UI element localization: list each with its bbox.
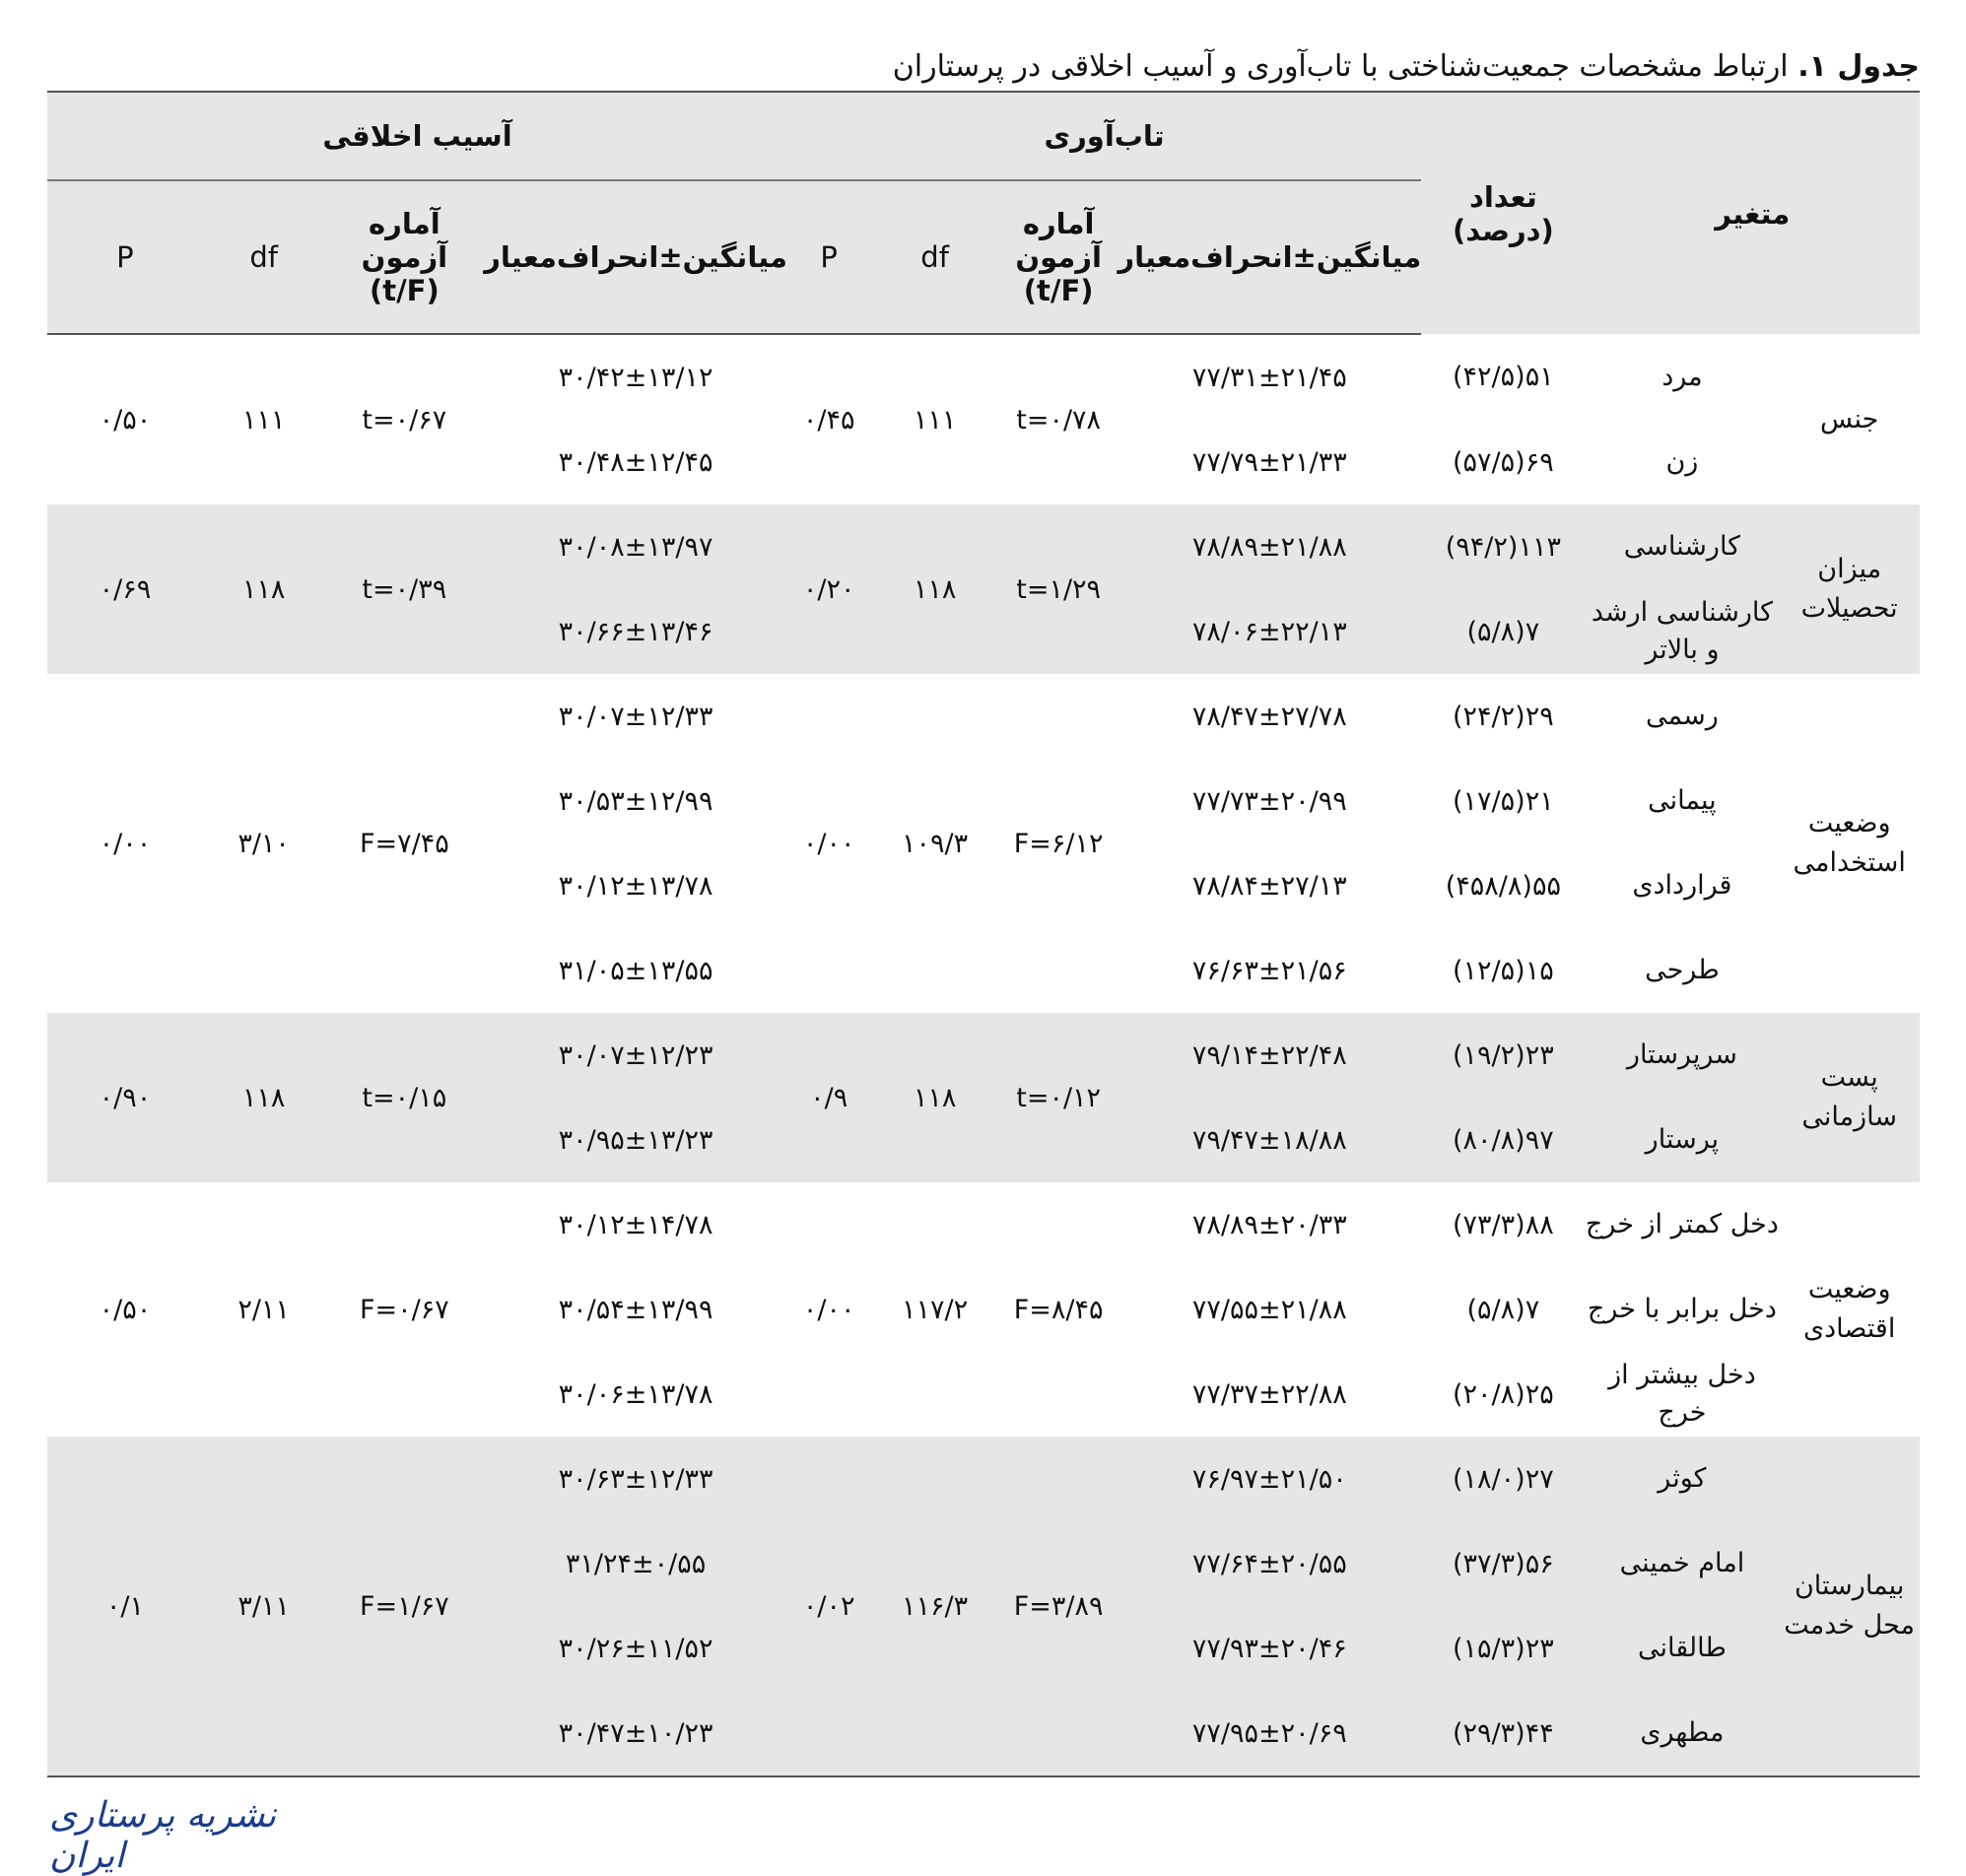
table-row [47,1013,1920,1098]
mor-p-cell: ۰/۵۰ [99,404,152,436]
header-variable-label: متغیر [1715,196,1791,231]
count-cell: ۲۵(۲۰/۸) [1453,1378,1554,1410]
category-cell: امام خمینی [1586,1521,1780,1606]
mor-mean-sd-cell: ۳۱/۰۵±۱۳/۵۵ [558,955,713,986]
category-cell: قراردادی [1632,870,1732,901]
header-res-df: df [870,180,999,334]
res-mean-sd-cell: ۷۹/۴۷±۱۸/۸۸ [1118,1098,1421,1182]
count-cell: ۸۸(۷۳/۳) [1453,1209,1554,1240]
mor-mean-sd-cell: ۳۰/۶۳±۱۲/۳۳ [484,1437,787,1521]
table-body [47,334,1920,1776]
res-df-cell: ۱۱۷/۲ [902,1294,969,1325]
mor-test-stat-cell: F=۱/۶۷ [324,1437,484,1776]
res-mean-sd-cell: ۷۷/۷۹±۲۱/۳۳ [1191,446,1347,478]
header-count-percent: تعداد (درصد) [1421,92,1585,334]
journal-logo: نشریه پرستاری ایران [49,1795,277,1876]
mor-p-cell: ۰/۶۹ [47,504,203,674]
header-res-p: P [787,180,870,334]
mor-p-cell: ۰/۱ [47,1437,203,1776]
res-test-stat-cell: F=۶/۱۲ [1013,828,1104,859]
mor-mean-sd-cell: ۳۰/۵۴±۱۳/۹۹ [558,1294,713,1325]
res-mean-sd-cell: ۷۷/۷۳±۲۰/۹۹ [1191,785,1347,817]
res-mean-sd-cell: ۷۶/۹۷±۲۱/۵۰ [1118,1437,1421,1521]
header-res-mean-sd: میانگین±انحراف‌معیار [1118,180,1421,334]
header-mor-test-stat: آماره آزمون (t/F) [324,180,484,334]
header-moral-injury: آسیب اخلاقی [47,92,787,180]
category-cell: طالقانی [1586,1606,1780,1691]
count-cell: ۲۱(۱۷/۵) [1453,785,1554,817]
mor-df-cell: ۱۱۱ [241,404,286,436]
res-p-cell: ۰/۲۰ [787,504,870,674]
res-p-cell: ۰/۴۵ [802,404,855,436]
mor-mean-sd-cell: ۳۰/۰۶±۱۳/۷۸ [558,1378,713,1410]
mor-df-cell: ۱۱۸ [203,1013,325,1182]
mor-p-cell: ۰/۰۰ [99,828,152,859]
mor-mean-sd-cell: ۳۰/۱۲±۱۳/۷۸ [558,870,713,902]
res-mean-sd-cell: ۷۶/۶۳±۲۱/۵۶ [1191,955,1347,986]
category-cell: کوثر [1586,1437,1780,1521]
res-mean-sd-cell: ۷۷/۹۳±۲۰/۴۶ [1118,1606,1421,1691]
table-row [47,1437,1920,1521]
res-mean-sd-cell: ۷۸/۰۶±۲۲/۱۳ [1118,589,1421,674]
mor-mean-sd-cell: ۳۰/۶۶±۱۳/۴۶ [484,589,787,674]
mor-df-cell: ۲/۱۱ [237,1294,290,1325]
category-cell: سرپرستار [1586,1013,1780,1098]
caption-text: ارتباط مشخصات جمعیت‌شناختی با تاب‌آوری و آسیب اخلاقی در پرستاران [892,49,1789,84]
caption-label: جدول ۱. [1797,49,1920,84]
count-cell: ۶۹(۵۷/۵) [1453,446,1554,478]
variable-cell: پست سازمانی [1779,1013,1920,1182]
header-variable [1586,92,1921,334]
mor-mean-sd-cell: ۳۰/۴۲±۱۳/۱۲ [558,362,713,393]
category-cell: کارشناسی [1586,504,1780,589]
mor-df-cell: ۱۱۸ [203,504,325,674]
category-cell: پرستار [1586,1098,1780,1182]
res-df-cell: ۱۱۶/۳ [870,1437,999,1776]
mor-mean-sd-cell: ۳۰/۴۷±۱۰/۲۳ [484,1691,787,1776]
category-cell: مطهری [1586,1691,1780,1776]
res-p-cell: ۰/۹ [787,1013,870,1182]
res-test-stat-cell: t=۰/۱۲ [999,1013,1119,1182]
mor-df-cell: ۳/۱۱ [203,1437,325,1776]
mor-test-stat-cell: t=۰/۳۹ [324,504,484,674]
res-mean-sd-cell: ۷۷/۳۱±۲۱/۴۵ [1191,362,1347,393]
res-mean-sd-cell: ۷۷/۵۵±۲۱/۸۸ [1191,1294,1347,1325]
mor-test-stat-cell: t=۰/۱۵ [324,1013,484,1182]
mor-mean-sd-cell: ۳۰/۰۸±۱۳/۹۷ [484,504,787,589]
res-mean-sd-cell: ۷۸/۴۷±۲۷/۷۸ [1191,701,1347,732]
category-cell: پیمانی [1648,785,1717,816]
mor-mean-sd-cell: ۳۰/۰۷±۱۲/۳۳ [558,701,713,732]
category-cell: زن [1665,446,1699,477]
res-mean-sd-cell: ۷۸/۸۹±۲۱/۸۸ [1118,504,1421,589]
res-p-cell: ۰/۰۰ [802,1294,855,1325]
header-resilience: تاب‌آوری [787,92,1421,180]
res-mean-sd-cell: ۷۷/۳۷±۲۲/۸۸ [1191,1378,1347,1410]
count-cell: ۷(۵/۸) [1466,1294,1540,1325]
count-cell: ۵۱(۴۲/۵) [1453,362,1554,392]
count-cell: ۲۹(۲۴/۲) [1453,701,1554,732]
table-row [47,504,1920,589]
res-df-cell: ۱۱۸ [870,504,999,674]
res-test-stat-cell: t=۱/۲۹ [999,504,1119,674]
count-cell: ۱۱۳(۹۴/۲) [1421,504,1585,589]
mor-test-stat-cell: F=۰/۶۷ [359,1294,449,1325]
table-caption [47,45,1920,89]
res-test-stat-cell: t=۰/۷۸ [1016,404,1102,436]
mor-mean-sd-cell: ۳۰/۱۲±۱۴/۷۸ [558,1209,713,1240]
demographics-table [47,91,1920,1777]
variable-cell: میزان تحصیلات [1779,504,1920,674]
category-cell: دخل بیشتر از خرج [1608,1360,1756,1428]
count-cell: ۷(۵/۸) [1421,589,1585,674]
mor-test-stat-cell: F=۷/۴۵ [359,828,449,859]
count-cell: ۹۷(۸۰/۸) [1421,1098,1585,1182]
mor-p-cell: ۰/۹۰ [47,1013,203,1182]
table-row [47,674,1920,759]
res-df-cell: ۱۰۹/۳ [902,828,969,859]
res-df-cell: ۱۱۱ [913,404,957,436]
mor-df-cell: ۳/۱۰ [237,828,290,859]
res-df-cell: ۱۱۸ [870,1013,999,1182]
variable-cell: بیمارستان محل خدمت [1779,1437,1920,1776]
category-cell: کارشناسی ارشد و بالاتر [1586,589,1780,674]
table-row [47,334,1920,420]
mor-mean-sd-cell: ۳۰/۴۸±۱۲/۴۵ [558,446,713,478]
mor-mean-sd-cell: ۳۰/۹۵±۱۳/۲۳ [484,1098,787,1182]
count-cell: ۴۴(۲۹/۳) [1421,1691,1585,1776]
mor-p-cell: ۰/۵۰ [99,1294,152,1325]
res-p-cell: ۰/۰۲ [787,1437,870,1776]
count-cell: ۱۵(۱۲/۵) [1453,955,1554,986]
mor-test-stat-cell: t=۰/۶۷ [362,404,447,436]
header-res-test-stat: آماره آزمون (t/F) [999,180,1119,334]
mor-mean-sd-cell: ۳۱/۲۴±۰/۵۵ [484,1521,787,1606]
category-cell: رسمی [1646,701,1719,731]
res-p-cell: ۰/۰۰ [802,828,855,859]
table-row [47,1182,1920,1267]
count-cell: ۲۳(۱۹/۲) [1421,1013,1585,1098]
res-mean-sd-cell: ۷۸/۸۹±۲۰/۳۳ [1191,1209,1347,1240]
count-cell: ۲۳(۱۵/۳) [1421,1606,1585,1691]
res-test-stat-cell: F=۸/۴۵ [1013,1294,1104,1325]
res-mean-sd-cell: ۷۸/۸۴±۲۷/۱۳ [1191,870,1347,902]
header-mor-mean-sd: میانگین±انحراف‌معیار [484,180,787,334]
count-cell: ۵۶(۳۷/۳) [1421,1521,1585,1606]
res-mean-sd-cell: ۷۹/۱۴±۲۲/۴۸ [1118,1013,1421,1098]
mor-mean-sd-cell: ۳۰/۵۳±۱۲/۹۹ [558,785,713,817]
header-mor-df: df [203,180,325,334]
res-mean-sd-cell: ۷۷/۶۴±۲۰/۵۵ [1118,1521,1421,1606]
mor-mean-sd-cell: ۳۰/۲۶±۱۱/۵۲ [484,1606,787,1691]
variable-cell: وضعیت اقتصادی [1802,1274,1896,1344]
category-cell: دخل برابر با خرج [1587,1294,1777,1324]
res-mean-sd-cell: ۷۷/۹۵±۲۰/۶۹ [1118,1691,1421,1776]
count-cell: ۵۵(۴۵۸/۸) [1445,870,1561,902]
res-test-stat-cell: F=۳/۸۹ [999,1437,1119,1776]
category-cell: دخل کمتر از خرج [1585,1209,1779,1240]
category-cell: مرد [1661,361,1703,392]
header-mor-p: P [47,180,203,334]
variable-cell: وضعیت استخدامی [1793,808,1906,878]
category-cell: طرحی [1645,955,1720,985]
count-cell: ۲۷(۱۸/۰) [1421,1437,1585,1521]
mor-mean-sd-cell: ۳۰/۰۷±۱۲/۲۳ [484,1013,787,1098]
variable-cell: جنس [1820,403,1879,435]
